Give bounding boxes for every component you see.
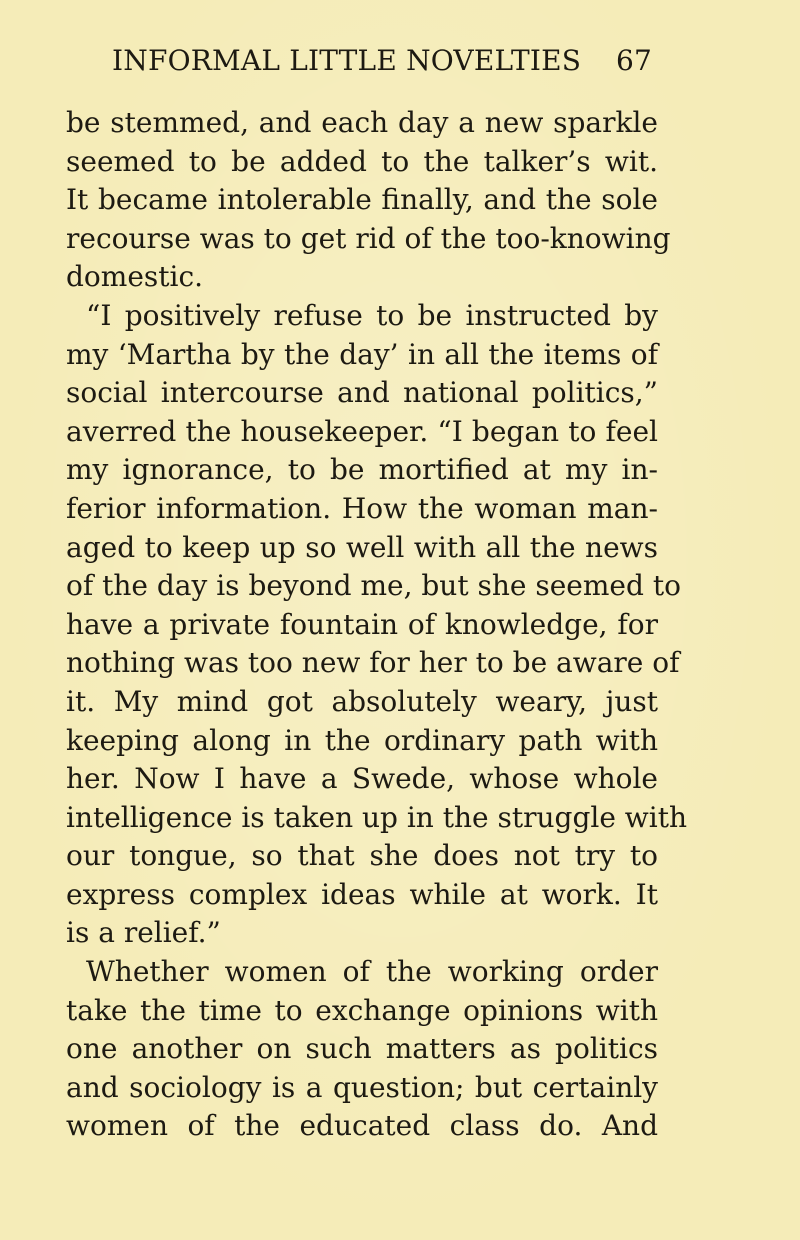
text-line: women of the educated class do. And	[66, 1109, 658, 1143]
text-line: keeping along in the ordinary path with	[66, 723, 658, 757]
text-line: take the time to exchange opinions with	[66, 993, 658, 1027]
text-line: averred the housekeeper. “I began to feel	[66, 414, 658, 448]
body-text	[66, 104, 688, 1146]
text-line: express complex ideas while at work. It	[66, 877, 658, 911]
text-line: of the day is beyond me, but she seemed to	[66, 569, 681, 603]
text-line: is a relief.”	[66, 916, 221, 950]
text-line: my ignorance, to be mortified at my in-	[66, 453, 658, 487]
running-title: INFORMAL LITTLE NOVELTIES	[112, 44, 582, 77]
text-line: Whether women of the working order	[86, 955, 658, 989]
text-line: “I positively refuse to be instructed by	[86, 298, 658, 332]
text-line: have a private fountain of knowledge, for	[66, 607, 658, 641]
text-line: social intercourse and national politics,”	[66, 376, 658, 410]
text-line: be stemmed, and each day a new sparkle	[66, 106, 658, 139]
text-line: aged to keep up so well with all the news	[66, 530, 658, 564]
text-line: nothing was too new for her to be aware of	[66, 646, 680, 680]
text-line: my ‘Martha by the day’ in all the items of	[66, 337, 658, 371]
page-number: 67	[615, 44, 652, 77]
text-line: one another on such matters as politics	[66, 1032, 658, 1066]
text-line: it. My mind got absolutely weary, just	[66, 684, 658, 718]
text-line: intelligence is taken up in the struggle with	[66, 800, 688, 834]
text-line: our tongue, so that she does not try to	[66, 839, 658, 873]
text-line: seemed to be added to the talker’s wit.	[66, 144, 658, 178]
text-line: It became intolerable finally, and the sole	[66, 183, 658, 217]
running-head	[112, 44, 652, 84]
text-line: domestic.	[66, 260, 204, 294]
text-line: ferior information. How the woman man-	[66, 491, 658, 525]
text-line: and sociology is a question; but certainly	[66, 1070, 658, 1104]
text-line: recourse was to get rid of the too-knowing	[66, 221, 671, 255]
text-line: her. Now I have a Swede, whose whole	[66, 762, 658, 796]
